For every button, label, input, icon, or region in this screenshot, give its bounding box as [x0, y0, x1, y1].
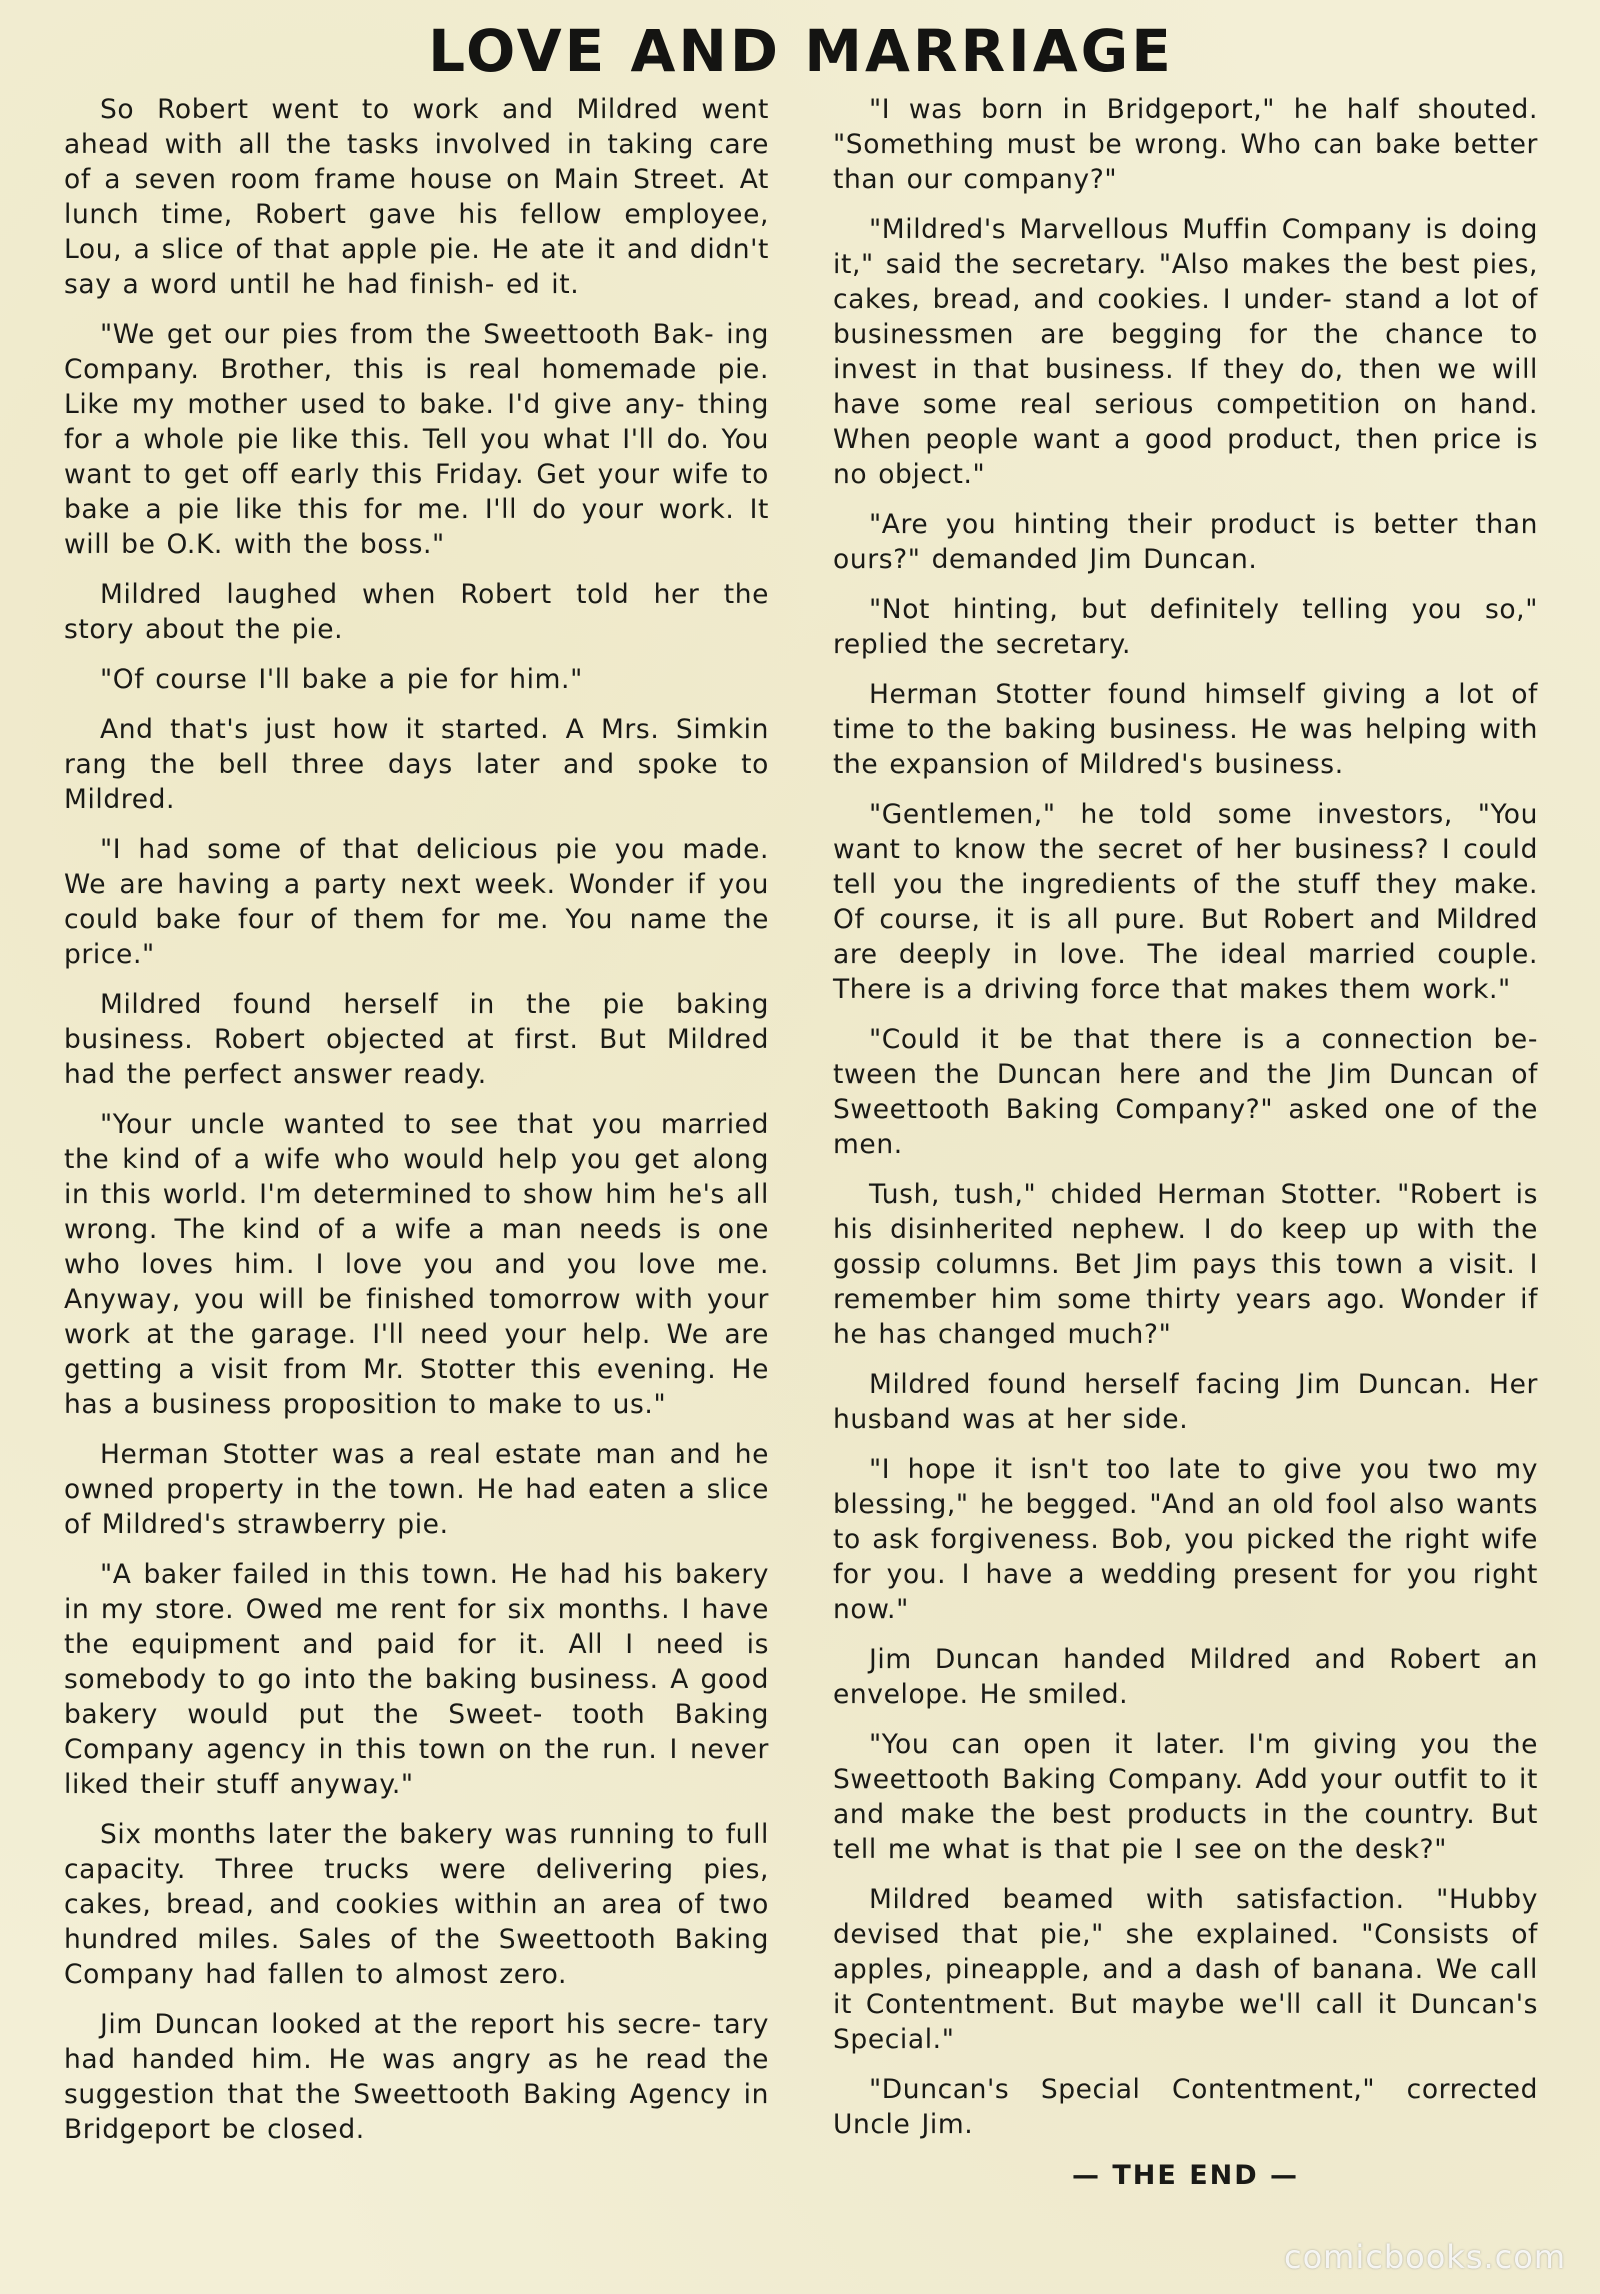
story-paragraph: Herman Stotter found himself giving a lot of time to the baking business. He was helping with the expansion of Mildred's business. — [833, 679, 1538, 780]
story-paragraph: Mildred found herself in the pie baking business. Robert objected at first. But Mildred had the perfect answer ready. — [64, 989, 769, 1090]
story-paragraph: Jim Duncan looked at the report his secre- tary had handed him. He was angry as he read the suggestion that the Sweettooth Baking Agency in Bridgeport be closed. — [64, 2009, 769, 2145]
story-paragraph: "Your uncle wanted to see that you married the kind of a wife who would help you get along in this world. I'm determined to show him he's all wrong. The kind of a wife a man needs is one who loves him. I love you and you love me. Anyway, you will be finished tomorrow with your work at the garage. I'll need your help. We are getting a visit from Mr. Stotter this evening. He has a business proposition to make to us." — [64, 1109, 769, 1420]
story-paragraph: "Gentlemen," he told some investors, "You want to know the secret of her business? I could tell you the ingredients of the stuff they make. Of course, it is all pure. But Robert and Mildred are deeply in love. The ideal married couple. There is a driving force that makes them work." — [833, 799, 1538, 1005]
story-paragraph: "Could it be that there is a connection be- tween the Duncan here and the Jim Duncan of Sweettooth Baking Company?" asked one of the men. — [833, 1024, 1538, 1160]
text-columns — [64, 92, 1538, 2191]
story-paragraph: "I had some of that delicious pie you made. We are having a party next week. Wonder if you could bake four of them for me. You name the price." — [64, 834, 769, 970]
story-paragraph: "I hope it isn't too late to give you two my blessing," he begged. "And an old fool also wants to ask forgiveness. Bob, you picked the right wife for you. I have a wedding present for you right now." — [833, 1454, 1538, 1625]
story-paragraph: Six months later the bakery was running to full capacity. Three trucks were delivering pies, cakes, bread, and cookies within an area of two hundred miles. Sales of the Sweettooth Baking Company had fallen to almost zero. — [64, 1819, 769, 1990]
story-paragraph: "A baker failed in this town. He had his bakery in my store. Owed me rent for six months. I have the equipment and paid for it. All I need is somebody to go into the baking business. A good bakery would put the Sweet- tooth Baking Company agency in this town on the run. I never liked their stuff anyway." — [64, 1559, 769, 1800]
story-paragraph: Tush, tush," chided Herman Stotter. "Robert is his disinherited nephew. I do keep up with the gossip columns. Bet Jim pays this town a visit. I remember him some thirty years ago. Wonder if he has changed much?" — [833, 1179, 1538, 1350]
story-paragraph: "Duncan's Special Contentment," corrected Uncle Jim. — [833, 2074, 1538, 2140]
story-paragraph: Mildred found herself facing Jim Duncan. Her husband was at her side. — [833, 1369, 1538, 1435]
story-paragraph: Herman Stotter was a real estate man and he owned property in the town. He had eaten a slice of Mildred's strawberry pie. — [64, 1439, 769, 1540]
story-paragraph: And that's just how it started. A Mrs. Simkin rang the bell three days later and spoke to Mildred. — [64, 714, 769, 815]
story-paragraph: Mildred beamed with satisfaction. "Hubby devised that pie," she explained. "Consists of apples, pineapple, and a dash of banana. We call it Contentment. But maybe we'll call it Duncan's Special." — [833, 1884, 1538, 2055]
story-paragraph: "You can open it later. I'm giving you the Sweettooth Baking Company. Add your outfit to it and make the best products in the country. But tell me what is that pie I see on the desk?" — [833, 1729, 1538, 1865]
story-paragraph: "Not hinting, but definitely telling you so," replied the secretary. — [833, 594, 1538, 660]
story-paragraph: "I was born in Bridgeport," he half shouted. "Something must be wrong. Who can bake better than our company?" — [833, 94, 1538, 195]
story-paragraph: Jim Duncan handed Mildred and Robert an envelope. He smiled. — [833, 1644, 1538, 1710]
left-column — [64, 92, 769, 2191]
right-column — [833, 92, 1538, 2191]
story-paragraph: "Are you hinting their product is better than ours?" demanded Jim Duncan. — [833, 509, 1538, 575]
end-marker: — THE END — — [1071, 2160, 1300, 2191]
story-paragraph: Mildred laughed when Robert told her the story about the pie. — [64, 579, 769, 645]
story-paragraph: "Mildred's Marvellous Muffin Company is doing it," said the secretary. "Also makes the best pies, cakes, bread, and cookies. I under- stand a lot of businessmen are begging for the chance to invest in that business. If they do, then we will have some real serious competition on hand. When people want a good product, then price is no object." — [833, 214, 1538, 490]
story-paragraph: "We get our pies from the Sweettooth Bak- ing Company. Brother, this is real homemade pie. Like my mother used to bake. I'd give any- thing for a whole pie like this. Tell you what I'll do. You want to get off early this Friday. Get your wife to bake a pie like this for me. I'll do your work. It will be O.K. with the boss." — [64, 319, 769, 560]
right-column-paragraphs — [833, 92, 1538, 2142]
story-paragraph: So Robert went to work and Mildred went ahead with all the tasks involved in taking care of a seven room frame house on Main Street. At lunch time, Robert gave his fellow employee, Lou, a slice of that apple pie. He ate it and didn't say a word until he had finish- ed it. — [64, 94, 769, 300]
story-paragraph: "Of course I'll bake a pie for him." — [100, 664, 583, 695]
site-watermark: comicbooks.com — [1283, 2238, 1566, 2276]
page-title: LOVE AND MARRIAGE — [428, 17, 1174, 85]
